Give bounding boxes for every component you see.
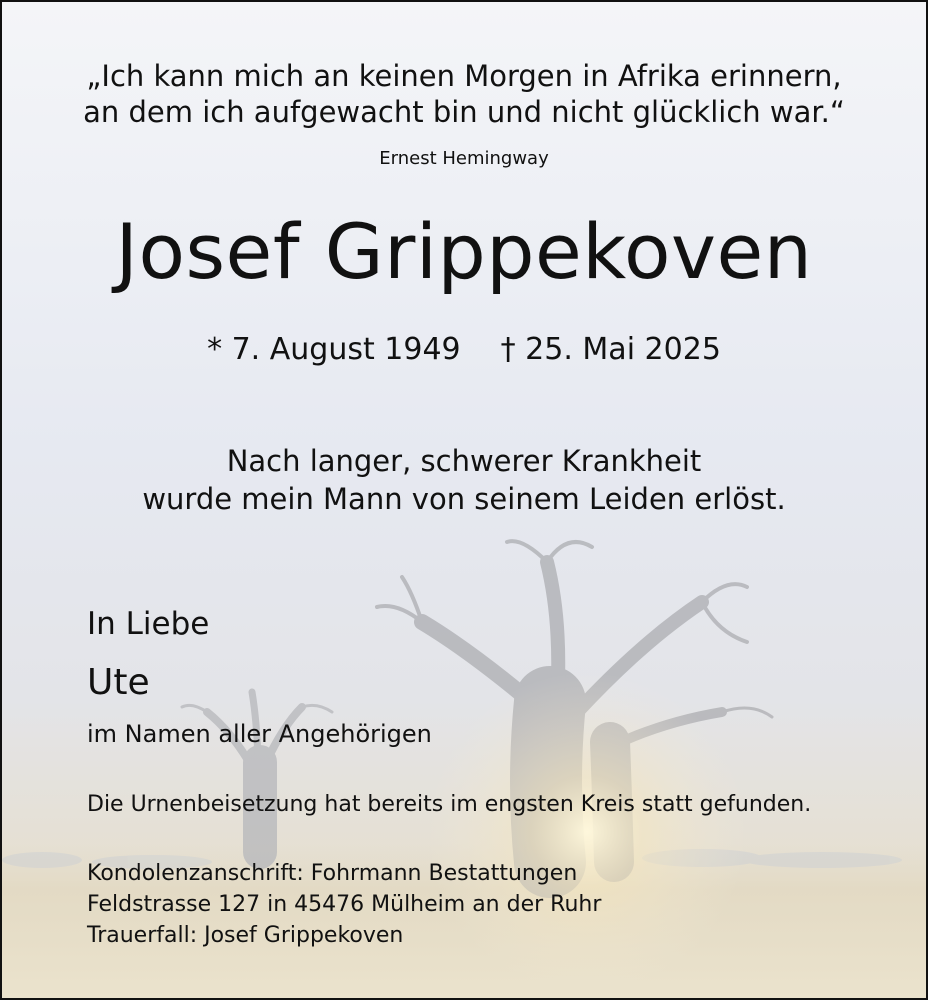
birth-date: * 7. August 1949 — [207, 332, 461, 367]
quote-author: Ernest Hemingway — [379, 148, 549, 169]
deceased-name: Josef Grippekoven — [115, 207, 813, 296]
quote-line-2: an dem ich aufgewacht bin und nicht glücklich war.“ — [83, 95, 845, 129]
condolence-line-3: Trauerfall: Josef Grippekoven — [87, 923, 404, 948]
signer-name: Ute — [87, 662, 150, 703]
hemingway-quote — [2, 58, 926, 130]
death-message — [2, 442, 926, 518]
quote-line-1: „Ich kann mich an keinen Morgen in Afrika erinnern, — [86, 59, 842, 93]
message-line-1: Nach langer, schwerer Krankheit — [226, 444, 702, 478]
condolence-line-2: Feldstrasse 127 in 45476 Mülheim an der Ruhr — [87, 892, 602, 917]
death-date: † 25. Mai 2025 — [500, 332, 721, 367]
life-dates — [2, 332, 926, 367]
burial-note: Die Urnenbeisetzung hat bereits im engsten Kreis statt gefunden. — [87, 792, 812, 817]
in-love-text: In Liebe — [87, 606, 210, 642]
family-text: im Namen aller Angehörigen — [87, 720, 432, 748]
condolence-line-1: Kondolenzanschrift: Fohrmann Bestattungen — [87, 861, 578, 886]
condolence-address — [87, 858, 601, 951]
message-line-2: wurde mein Mann von seinem Leiden erlöst. — [142, 482, 786, 516]
